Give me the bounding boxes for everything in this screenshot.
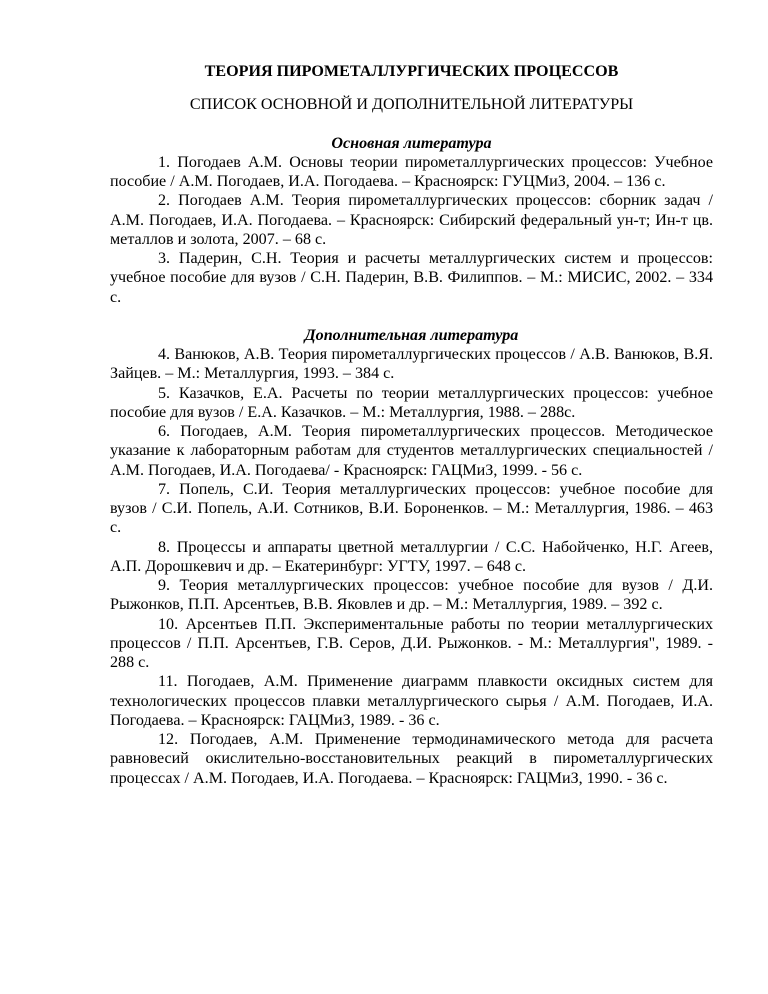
reference-item: 9. Теория металлургических процессов: учебное пособие для вузов / Д.И. Рыжонков, П.П. Арсентьев, В.В. Яковлев и др. – М.: Металлургия, 1989. – 392 с.: [110, 577, 713, 614]
reference-item: 11. Погодаев, А.М. Применение диаграмм плавкости оксидных систем для технологических процессов плавки металлургического сырья / А.М. Погодаев, И.А. Погодаева. – Красноярск: ГАЦМиЗ, 1989. - 36 с.: [110, 673, 713, 729]
reference-item: 1. Погодаев А.М. Основы теории пирометаллургических процессов: Учебное пособие / А.М. Погодаев, И.А. Погодаева. – Красноярск: ГУЦМиЗ, 2004. – 136 с.: [110, 153, 713, 190]
reference-item: 8. Процессы и аппараты цветной металлургии / С.С. Набойченко, Н.Г. Агеев, А.П. Дорошкевич и др. – Екатеринбург: УГТУ, 1997. – 648 с.: [110, 538, 713, 575]
reference-item: 7. Попель, С.И. Теория металлургических процессов: учебное пособие для вузов / С.И. Попель, А.И. Сотников, В.И. Бороненков. – М.: Металлургия, 1986. – 463 с.: [110, 480, 713, 537]
document-page: [110, 62, 713, 788]
section-main-literature: [110, 134, 713, 307]
section-additional-literature: [110, 326, 713, 788]
reference-item: 5. Казачков, Е.А. Расчеты по теории металлургических процессов: учебное пособие для вузов / Е.А. Казачков. – М.: Металлургия, 1988. – 288с.: [110, 384, 713, 421]
reference-item: 2. Погодаев А.М. Теория пирометаллургических процессов: сборник задач / А.М. Погодаев, И.А. Погодаева. – Красноярск: Сибирский федеральный ун-т; Ин-т цв. металлов и золота, 2007. – 68 с.: [110, 192, 713, 248]
section-heading: Дополнительная литература: [304, 326, 519, 344]
reference-item: 6. Погодаев, А.М. Теория пирометаллургических процессов. Методическое указание к лабораторным работам для студентов металлургических специальностей / А.М. Погодаев, И.А. Погодаева/ - Красноярск: ГАЦМиЗ, 1999. - 56 с.: [110, 423, 713, 479]
reference-item: 3. Падерин, С.Н. Теория и расчеты металлургических систем и процессов: учебное пособие для вузов / С.Н. Падерин, В.В. Филиппов. – М.: МИСИС, 2002. – 334 с.: [110, 250, 713, 306]
reference-item: 4. Ванюков, А.В. Теория пирометаллургических процессов / А.В. Ванюков, В.Я. Зайцев. – М.: Металлургия, 1993. – 384 с.: [110, 346, 713, 383]
section-heading: Основная литература: [331, 134, 492, 152]
reference-item: 12. Погодаев, А.М. Применение термодинамического метода для расчета равновесий окислительно-восстановительных реакций в пирометаллургических процессах / А.М. Погодаев, И.А. Погодаева. – Красноярск: ГАЦМиЗ, 1990. - 36 с.: [110, 731, 713, 787]
document-subtitle: СПИСОК ОСНОВНОЙ И ДОПОЛНИТЕЛЬНОЙ ЛИТЕРАТУРЫ: [189, 96, 634, 114]
reference-item: 10. Арсентьев П.П. Экспериментальные работы по теории металлургических процессов / П.П. Арсентьев, Г.В. Серов, Д.И. Рыжонков. - М.: Металлургия", 1989. - 288 с.: [110, 615, 713, 671]
document-title: ТЕОРИЯ ПИРОМЕТАЛЛУРГИЧЕСКИХ ПРОЦЕССОВ: [204, 63, 619, 80]
